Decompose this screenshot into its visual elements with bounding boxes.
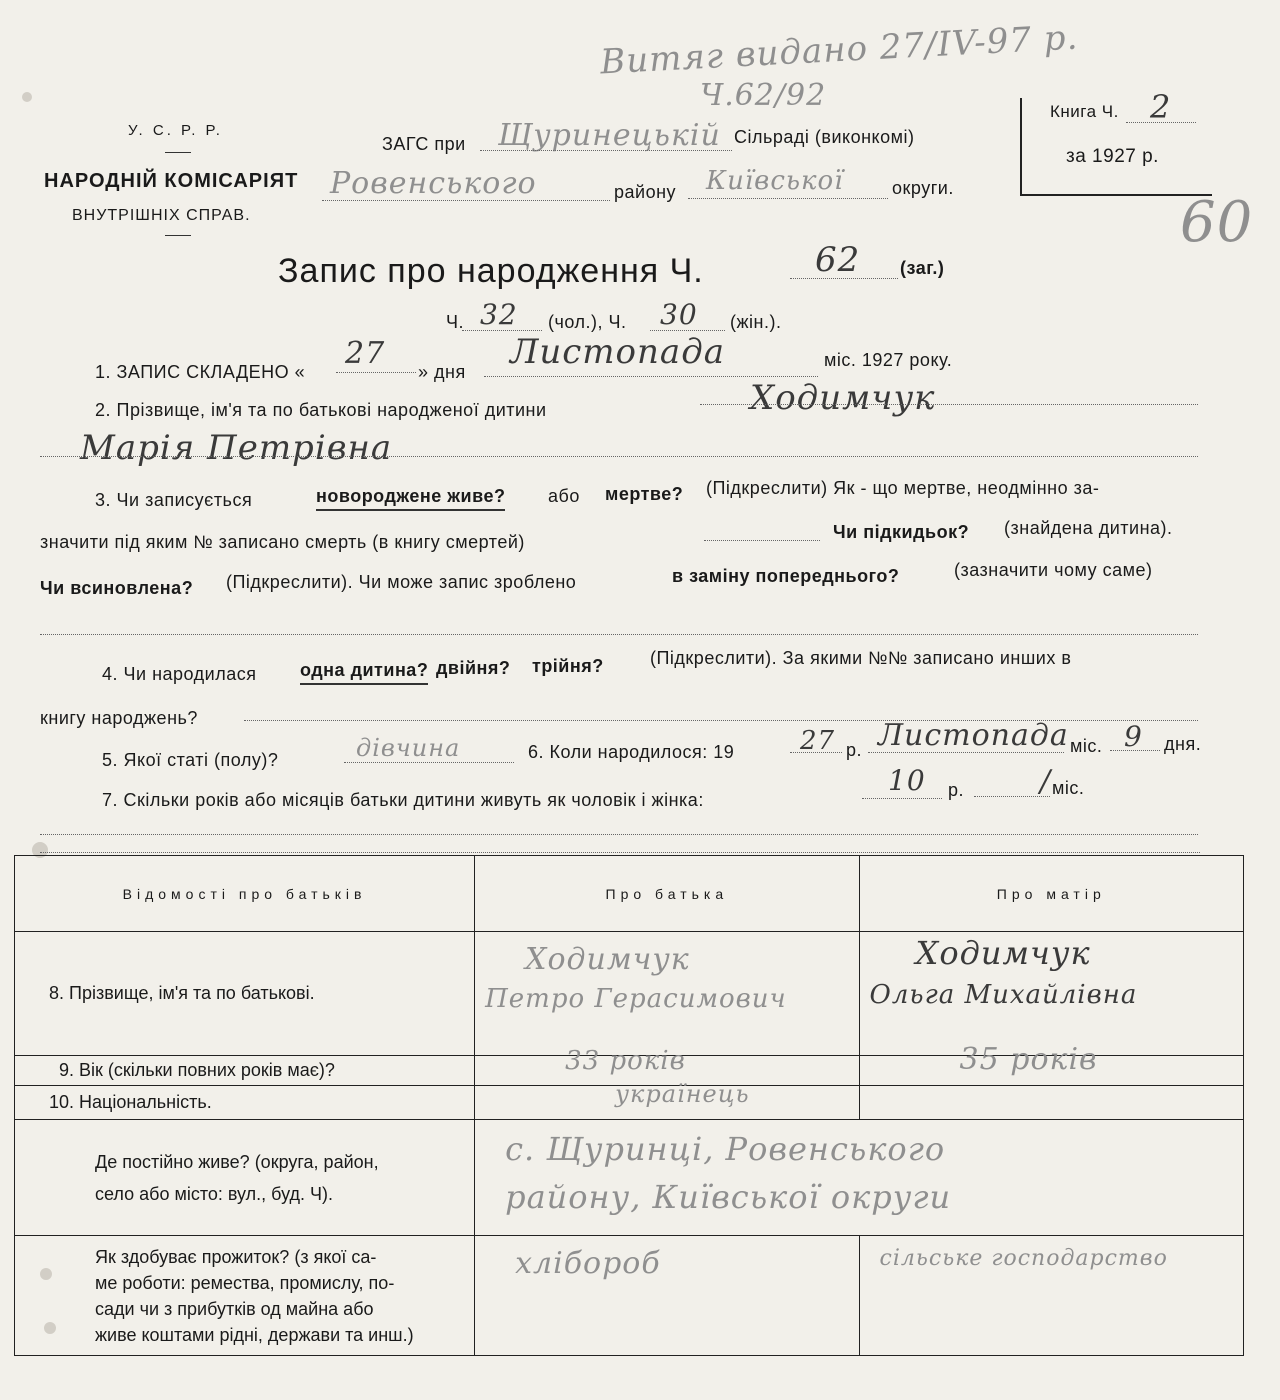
table-row [15, 932, 1244, 1056]
row8-father-surname: Ходимчук [525, 942, 690, 977]
top-note: Витяг видано 27/IV-97 р. [599, 17, 1080, 83]
item3-line3-end: (зазначити чому саме) [954, 560, 1153, 580]
row11-value-line2: району, Київської округи [505, 1178, 952, 1216]
item4-triplets: трійня? [532, 656, 604, 676]
item7-years-line [862, 798, 942, 799]
item1-day-line [336, 372, 416, 373]
page-title: Запис про народження Ч. [278, 252, 704, 290]
item7-mis: міс. [1052, 778, 1085, 798]
district-line [322, 200, 610, 201]
item3-dead: мертве? [605, 484, 684, 504]
table-head-father: Про батька [475, 856, 859, 932]
item3-rest: (Підкреслити) Як - що мертве, неодмінно за- [706, 478, 1100, 498]
sheet-number: 60 [1180, 190, 1254, 255]
item7-years: 10 [888, 764, 926, 797]
book-label: Книга Ч. [1050, 102, 1119, 121]
item4-twins: двійня? [436, 658, 511, 678]
item6-year-line [790, 752, 842, 753]
district-label: району [614, 182, 677, 202]
zags-suffix: Сільраді (виконкомі) [734, 127, 915, 147]
item2-line [700, 404, 1198, 405]
item7-r: р. [948, 780, 965, 800]
item4-rest: (Підкреслити). За якими №№ записано инших в [650, 648, 1072, 668]
item3-prefix: 3. Чи записується [95, 490, 253, 510]
table-row [15, 1120, 1244, 1236]
row10-value-cell [475, 1080, 859, 1120]
ref-number: Ч.62/92 [700, 78, 827, 113]
row12-father [475, 1236, 859, 1356]
item7-months-line [974, 796, 1050, 797]
row8-mother-name: Ольга Михайлівна [869, 980, 1138, 1010]
row8-father [475, 932, 859, 1056]
row11-value [475, 1120, 1244, 1236]
item1-day: 27 [345, 336, 386, 371]
record-number: 62 [815, 240, 861, 280]
scan-stain [22, 92, 32, 102]
item7-line2 [40, 834, 1198, 835]
row8-label: 8. Прізвище, ім'я та по батькові. [15, 932, 475, 1056]
row11-label: Де постійно живе? (округа, район, село або місто: вул., буд. Ч). [15, 1120, 475, 1236]
row9-mother-value: 35 років [959, 1042, 1098, 1077]
item3-line2: значити під яким № записано смерть (в книгу смертей) [40, 532, 525, 552]
row12-mother [859, 1236, 1243, 1356]
item1-month: Листопада [510, 332, 726, 372]
item2-name: Марія Петрівна [80, 428, 393, 468]
item1-label: 1. ЗАПИС СКЛАДЕНО « [95, 362, 306, 382]
item6-year: 27 [800, 726, 836, 756]
item5-label: 5. Якої статі (полу)? [102, 750, 279, 770]
item3-adopted: Чи всиновлена? [40, 578, 194, 598]
item1-month-line [484, 376, 818, 377]
table-row [15, 1236, 1244, 1356]
zags-place-line [480, 150, 732, 151]
female-count: 30 [660, 298, 698, 331]
male-label: (чол.), Ч. [548, 312, 627, 332]
item4-one: одна дитина? [300, 660, 428, 685]
row12-father-value: хлібороб [515, 1246, 661, 1281]
table-head-mother: Про матір [859, 856, 1243, 932]
book-value: 2 [1150, 88, 1172, 126]
item6-label: 6. Коли народилося: 19 [528, 742, 735, 762]
parents-table [14, 855, 1244, 1356]
item6-day: 9 [1124, 720, 1143, 753]
divider [165, 235, 191, 236]
item2-label: 2. Прізвище, ім'я та по батькові народженої дитини [95, 400, 547, 420]
okrug-value: Київської [706, 166, 844, 196]
item4-line2: книгу народжень? [40, 708, 198, 728]
item7-months: / [1040, 764, 1052, 799]
item6-month: Листопада [878, 718, 1069, 753]
row12-label: Як здобуває прожиток? (з якої са- ме роботи: ремества, промислу, по- сади чи з прибутків од майна або живе коштами рідні, держави та инш.) [15, 1236, 475, 1356]
item3-live: новороджене живе? [316, 486, 505, 511]
item3-replace: в заміну попереднього? [672, 566, 900, 586]
item2-surname: Ходимчук [750, 378, 936, 418]
row8-mother [859, 932, 1243, 1056]
item6-day-line [1110, 750, 1160, 751]
row10-mother [859, 1086, 1243, 1120]
table-top-line [40, 852, 1200, 853]
row10-value: українець [615, 1080, 750, 1108]
row12-mother-value: сільське господарство [879, 1246, 1168, 1271]
commissariat-subtitle: ВНУТРІШНІХ СПРАВ. [72, 207, 251, 224]
okrug-label: округи. [892, 178, 954, 198]
okrug-line [688, 198, 888, 199]
book-line [1126, 122, 1196, 123]
item6-r: р. [846, 740, 863, 760]
item5-line [344, 762, 514, 763]
table-header-row [15, 856, 1244, 932]
item7-label: 7. Скільки років або місяців батьки дитини живуть як чоловік і жінка: [102, 790, 704, 810]
male-prefix: Ч. [446, 312, 464, 332]
item6-month-line [868, 752, 1064, 753]
item2-line2 [40, 456, 1198, 457]
female-line [650, 330, 725, 331]
item3-line4 [40, 634, 1198, 635]
item4-prefix: 4. Чи народилася [102, 664, 257, 684]
zags-prefix: ЗАГС при [382, 134, 466, 154]
female-label: (жін.). [730, 312, 782, 332]
commissariat-title: НАРОДНІЙ КОМІСАРІЯТ [44, 170, 299, 192]
male-count: 32 [480, 298, 518, 331]
item5-value: дівчина [356, 734, 461, 762]
item1-end: міс. 1927 року. [824, 350, 953, 370]
row10-label: 10. Національність. [15, 1086, 475, 1120]
item3-foundling: Чи підкидьок? [833, 522, 970, 542]
item6-dnia: дня. [1164, 734, 1202, 754]
book-year: за 1927 р. [1066, 146, 1159, 167]
item1-mid: » дня [418, 362, 466, 382]
row9-label: 9. Вік (скільки повних років має)? [15, 1056, 475, 1086]
male-line [462, 330, 542, 331]
item3-or: або [548, 486, 580, 506]
table-row [15, 1086, 1244, 1120]
title-suffix: (заг.) [900, 258, 945, 278]
item3-line3-mid: (Підкреслити). Чи може запис зроблено [226, 572, 577, 592]
district-value: Ровенського [330, 166, 537, 201]
row8-mother-surname: Ходимчук [915, 934, 1091, 972]
item3-death-line [704, 540, 820, 541]
row8-father-name: Петро Герасимович [485, 984, 787, 1014]
row9-mother [859, 1042, 1243, 1086]
table-head-label: Відомості про батьків [15, 856, 475, 932]
divider [165, 152, 191, 153]
item6-mis: міс. [1070, 736, 1103, 756]
record-number-line [790, 278, 898, 279]
item3-found-note: (знайдена дитина). [1004, 518, 1173, 538]
ussr-label: У. С. Р. Р. [128, 122, 223, 139]
row9-father-value: 33 років [565, 1046, 686, 1076]
row11-value-line1: с. Щуринці, Ровенського [505, 1130, 946, 1168]
zags-place: Щуринецькій [498, 118, 721, 153]
